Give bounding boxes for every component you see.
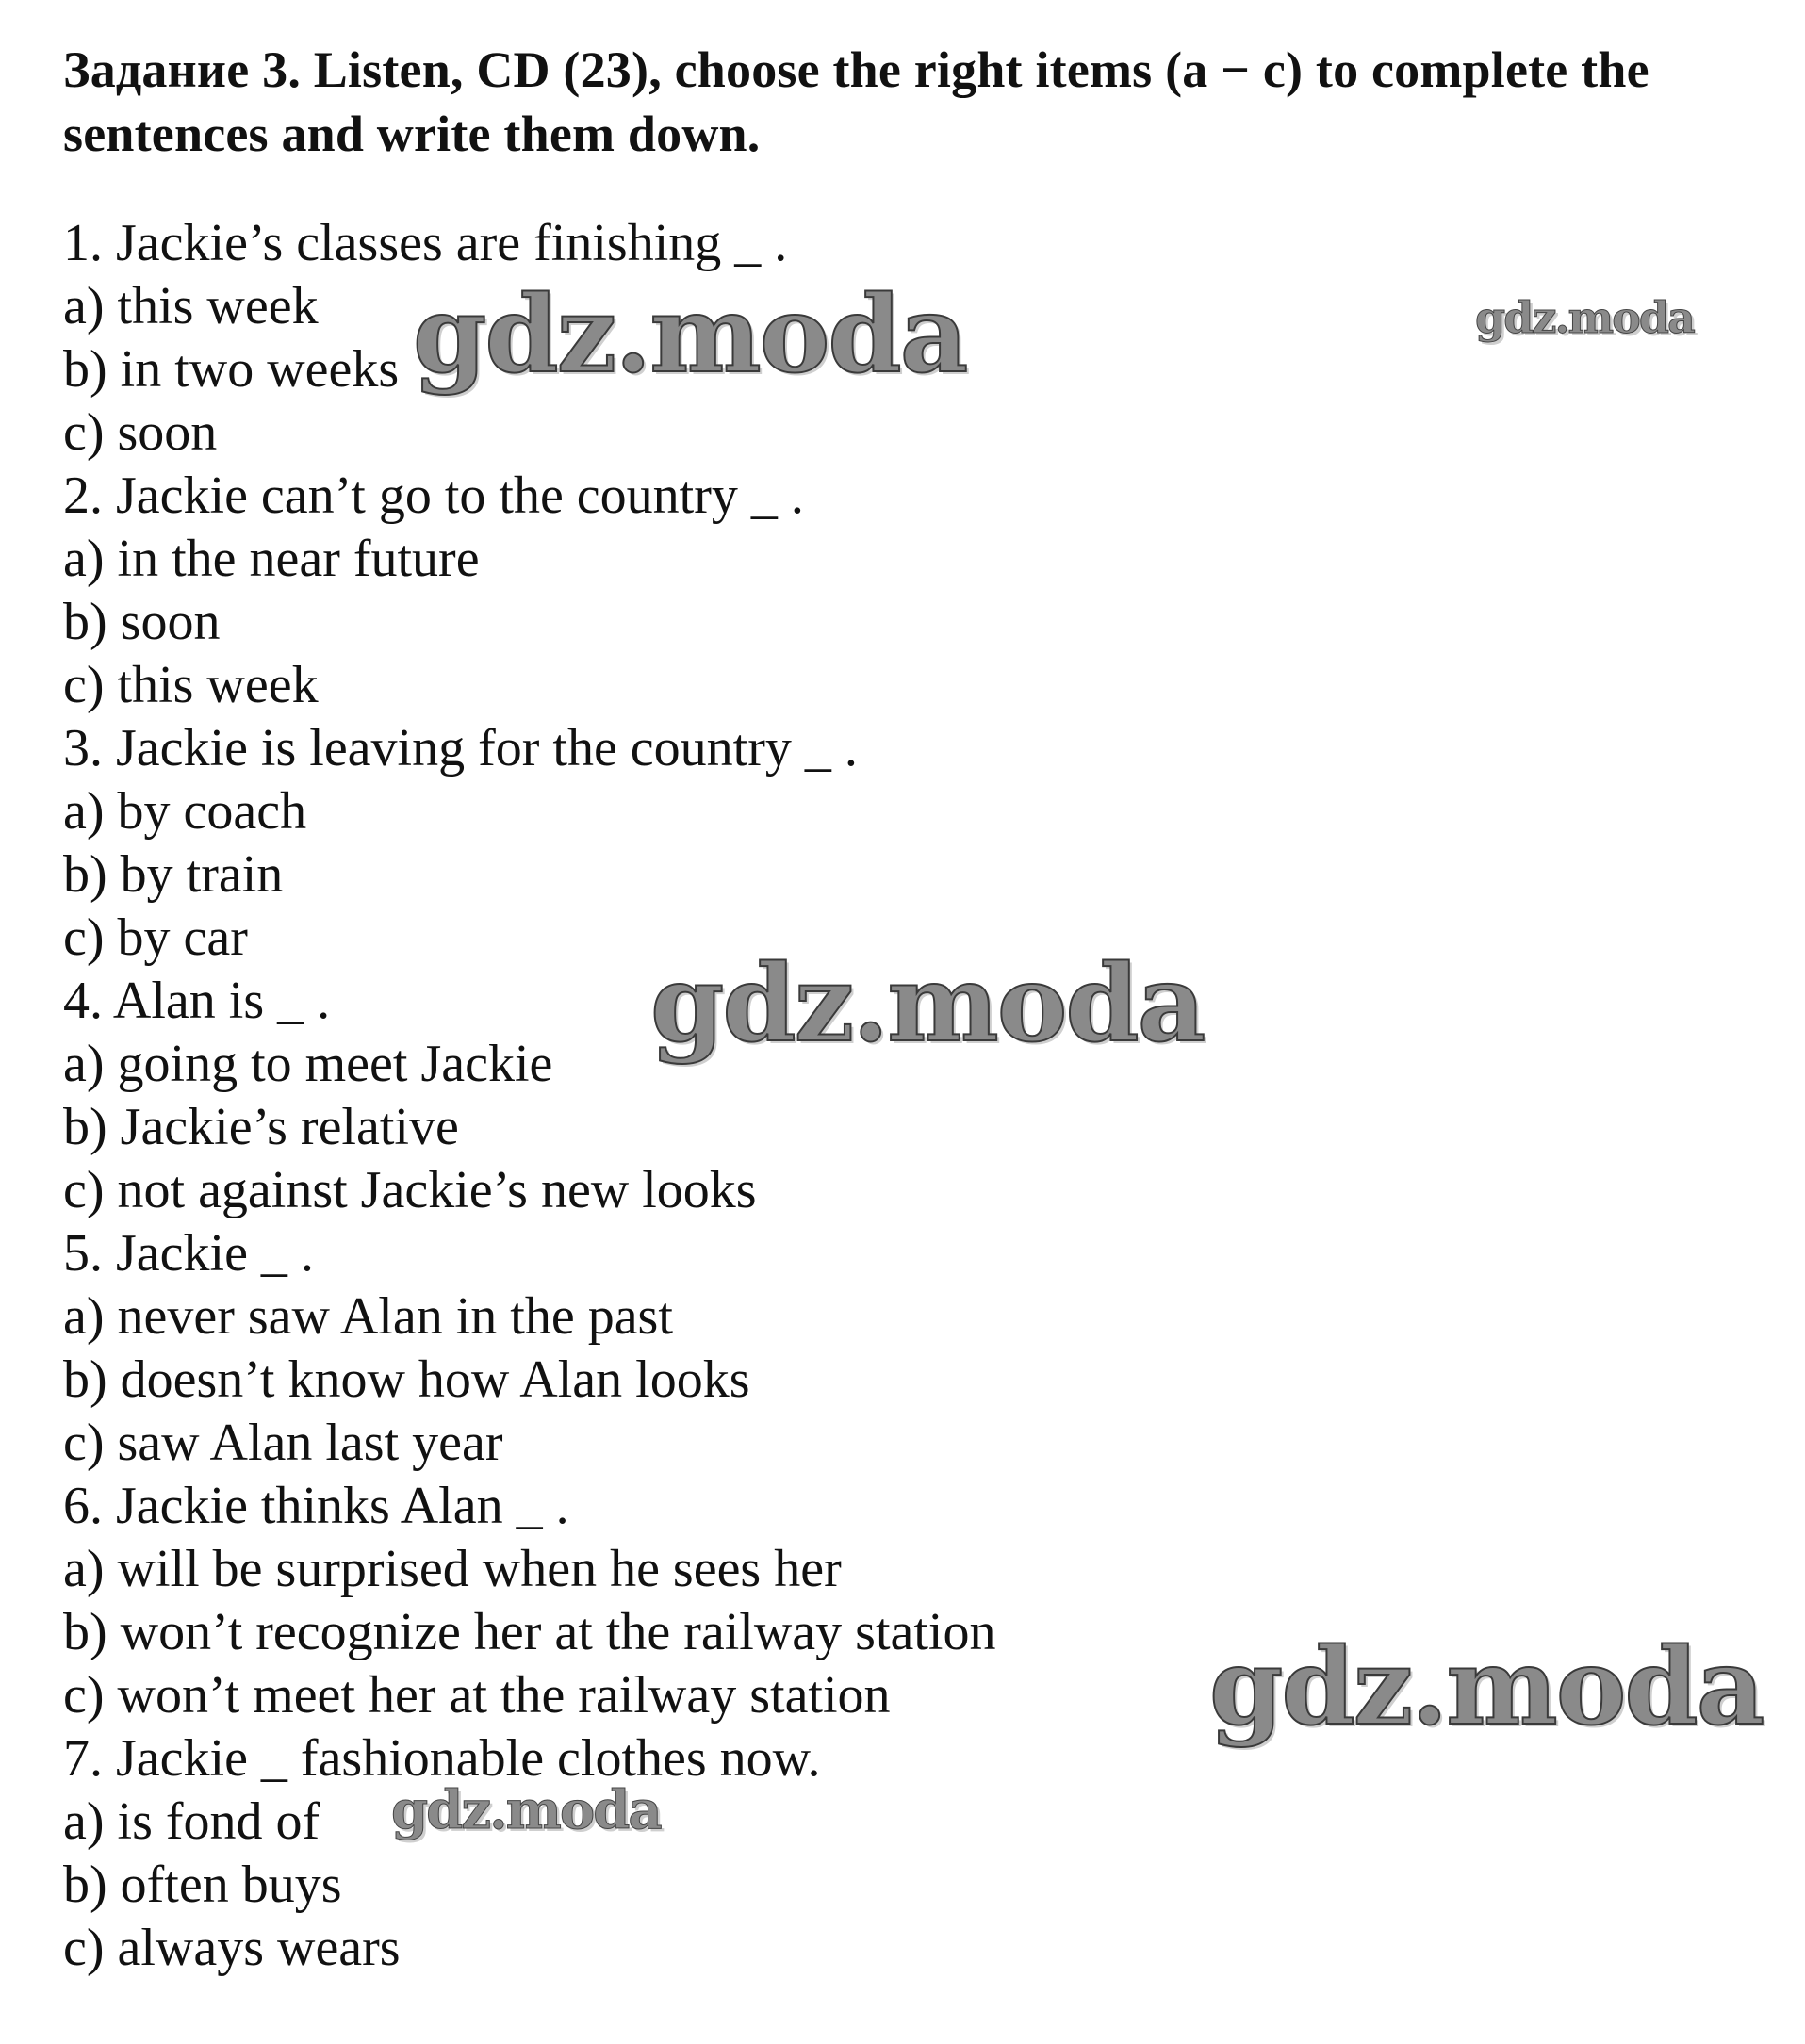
watermark: gdz.moda <box>1209 1626 1764 1749</box>
question-5: 5. Jackie _ . <box>63 1224 314 1283</box>
option-7b: b) often buys <box>63 1856 342 1914</box>
question-4: 4. Alan is _ . <box>63 972 331 1030</box>
option-1c: c) soon <box>63 403 218 462</box>
option-7c: c) always wears <box>63 1919 401 1977</box>
option-2b: b) soon <box>63 593 221 651</box>
option-4a: a) going to meet Jackie <box>63 1035 553 1093</box>
option-7a: a) is fond of <box>63 1792 320 1851</box>
option-5c: c) saw Alan last year <box>63 1414 503 1472</box>
option-3c: c) by car <box>63 908 248 967</box>
option-6c: c) won’t meet her at the railway station <box>63 1666 891 1725</box>
watermark: gdz.moda <box>391 1779 661 1841</box>
watermark: gdz.moda <box>650 942 1205 1066</box>
option-3a: a) by coach <box>63 782 307 841</box>
watermark: gdz.moda <box>1475 292 1694 343</box>
option-5a: a) never saw Alan in the past <box>63 1287 673 1346</box>
option-1a: a) this week <box>63 277 319 335</box>
option-4b: b) Jackie’s relative <box>63 1098 459 1156</box>
question-6: 6. Jackie thinks Alan _ . <box>63 1477 569 1535</box>
question-2: 2. Jackie can’t go to the country _ . <box>63 466 804 525</box>
option-4c: c) not against Jackie’s new looks <box>63 1161 757 1219</box>
question-7: 7. Jackie _ fashionable clothes now. <box>63 1729 821 1788</box>
option-6b: b) won’t recognize her at the railway station <box>63 1603 996 1661</box>
option-2a: a) in the near future <box>63 530 480 588</box>
option-3b: b) by train <box>63 845 284 904</box>
option-6a: a) will be surprised when he sees her <box>63 1540 842 1598</box>
option-5b: b) doesn’t know how Alan looks <box>63 1350 750 1409</box>
option-1b: b) in two weeks <box>63 340 400 399</box>
option-2c: c) this week <box>63 656 319 714</box>
question-1: 1. Jackie’s classes are finishing _ . <box>63 214 788 272</box>
watermark: gdz.moda <box>413 273 967 397</box>
question-3: 3. Jackie is leaving for the country _ . <box>63 719 858 777</box>
task-heading: Задание 3. Listen, CD (23), choose the right items (a − c) to complete the sentences and write them down. <box>63 41 1649 162</box>
